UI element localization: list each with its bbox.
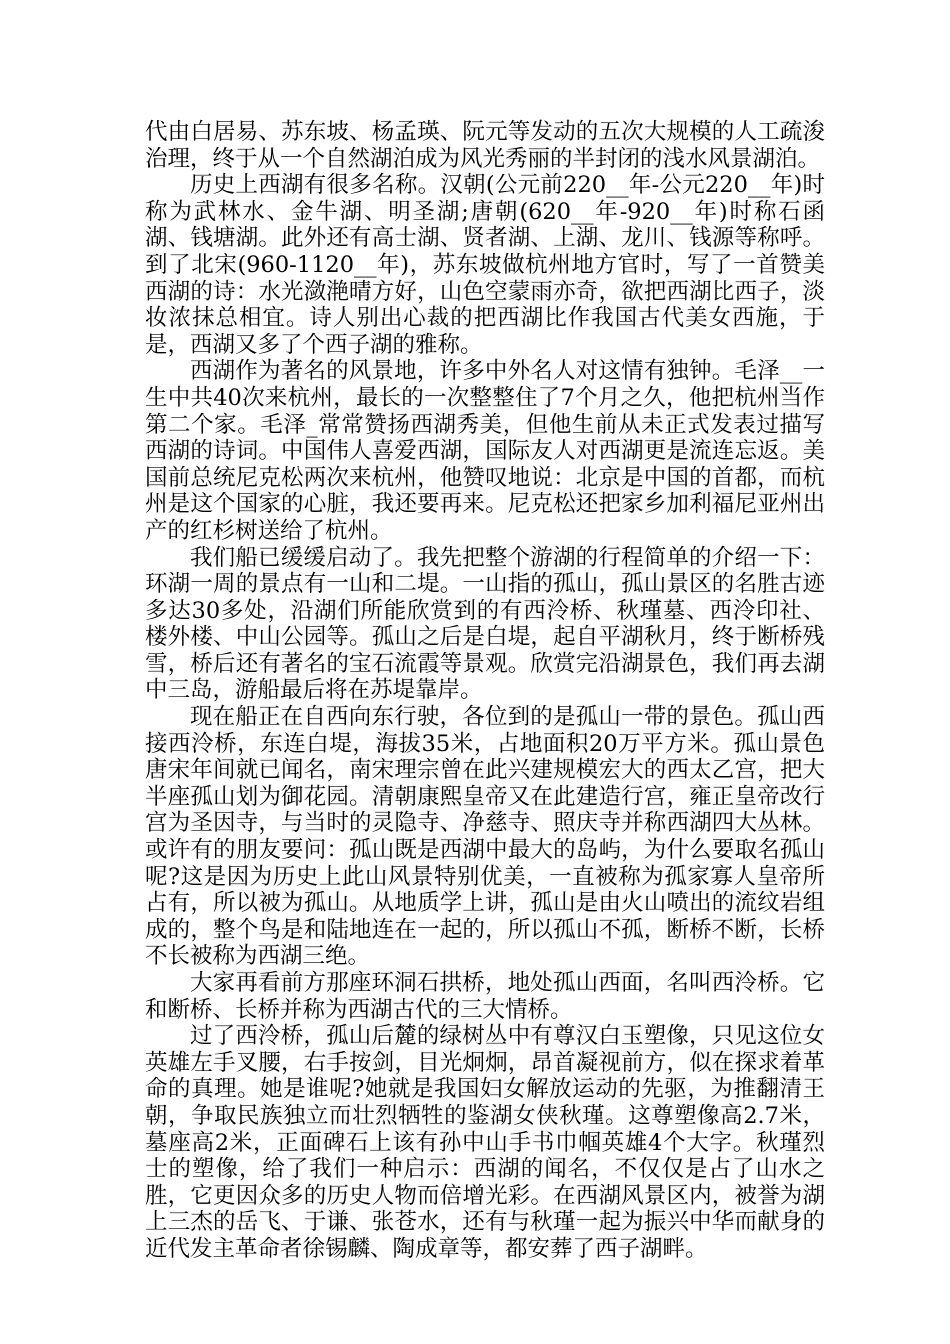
paragraph-xiling-bridge: 大家再看前方那座环洞石拱桥，地处孤山西面，名叫西泠桥。它和断桥、长桥并称为西湖古代的三大情桥。 <box>145 970 825 1023</box>
paragraph-west-lake-names: 历史上西湖有很多名称。汉朝(公元前220__年-公元220__年)时称为武林水、金牛湖、明圣湖;唐朝(620__年-920__年)时称石函湖、钱塘湖。此外还有高士湖、贤者湖、上湖、龙川、钱源等称呼。到了北宋(960-1120__年)，苏东坡做杭州地方官时，写了一首赞美西湖的诗：水光潋滟晴方好，山色空蒙雨亦奇，欲把西湖比西子，淡妆浓抹总相宜。诗人别出心裁的把西湖比作我国古代美女西施，于是，西湖又多了个西子湖的雅称。 <box>145 172 825 358</box>
document-page <box>145 119 825 1263</box>
paragraph-qiu-jin-statue: 过了西泠桥，孤山后麓的绿树丛中有尊汉白玉塑像，只见这位女英雄左手叉腰，右手按剑，目光炯炯，昂首凝视前方，似在探求着革命的真理。她是谁呢?她就是我国妇女解放运动的先驱，为推翻清王朝，争取民族独立而壮烈牺牲的鉴湖女侠秋瑾。这尊塑像高2.7米，墓座高2米，正面碑石上该有孙中山手书巾帼英雄4个大字。秋瑾烈士的塑像，给了我们一种启示：西湖的闻名，不仅仅是占了山水之胜，它更因众多的历史人物而倍增光彩。在西湖风景区内，被誉为湖上三杰的岳飞、于谦、张苍水，还有与秋瑾一起为振兴中华而献身的近代发主革命者徐锡麟、陶成章等，都安葬了西子湖畔。 <box>145 1023 825 1262</box>
paragraph-gushan-hill: 现在船正在自西向东行驶，各位到的是孤山一带的景色。孤山西接西泠桥，东连白堤，海拔35米，占地面积20万平方米。孤山景色唐宋年间就已闻名，南宋理宗曾在此兴建规模宏大的西太乙宫，把大半座孤山划为御花园。清朝康熙皇帝又在此建造行宫，雍正皇帝改行宫为圣因寺，与当时的灵隐寺、净慈寺、照庆寺并称西湖四大丛林。或许有的朋友要问：孤山既是西湖中最大的岛屿，为什么要取名孤山呢?这是因为历史上此山风景特别优美，一直被称为孤家寡人皇帝所占有，所以被为孤山。从地质学上讲，孤山是由火山喷出的流纹岩组成的，整个鸟是和陆地连在一起的，所以孤山不孤，断桥不断，长桥不长被称为西湖三绝。 <box>145 704 825 970</box>
paragraph-continuation: 代由白居易、苏东坡、杨孟瑛、阮元等发动的五次大规模的人工疏浚治理，终于从一个自然湖泊成为风光秀丽的半封闭的浅水风景湖泊。 <box>145 119 825 172</box>
paragraph-famous-visitors: 西湖作为著名的风景地，许多中外名人对这情有独钟。毛泽__一生中共40次来杭州，最长的一次整整住了7个月之久，他把杭州当作第二个家。毛泽_常常赞扬西湖秀美，但他生前从未正式发表过描写西湖的诗词。中国伟人喜爱西湖，国际友人对西湖更是流连忘返。美国前总统尼克松两次来杭州，他赞叹地说：北京是中国的首都，而杭州是这个国家的心脏，我还要再来。尼克松还把家乡加利福尼亚州出产的红杉树送给了杭州。 <box>145 358 825 544</box>
paragraph-boat-itinerary: 我们船已缓缓启动了。我先把整个游湖的行程简单的介绍一下：环湖一周的景点有一山和二堤。一山指的孤山，孤山景区的名胜古迹多达30多处，沿湖们所能欣赏到的有西泠桥、秋瑾墓、西泠印社、楼外楼、中山公园等。孤山之后是白堤，起自平湖秋月，终于断桥残雪，桥后还有著名的宝石流霞等景观。欣赏完沿湖景色，我们再去湖中三岛，游船最后将在苏堤靠岸。 <box>145 544 825 704</box>
